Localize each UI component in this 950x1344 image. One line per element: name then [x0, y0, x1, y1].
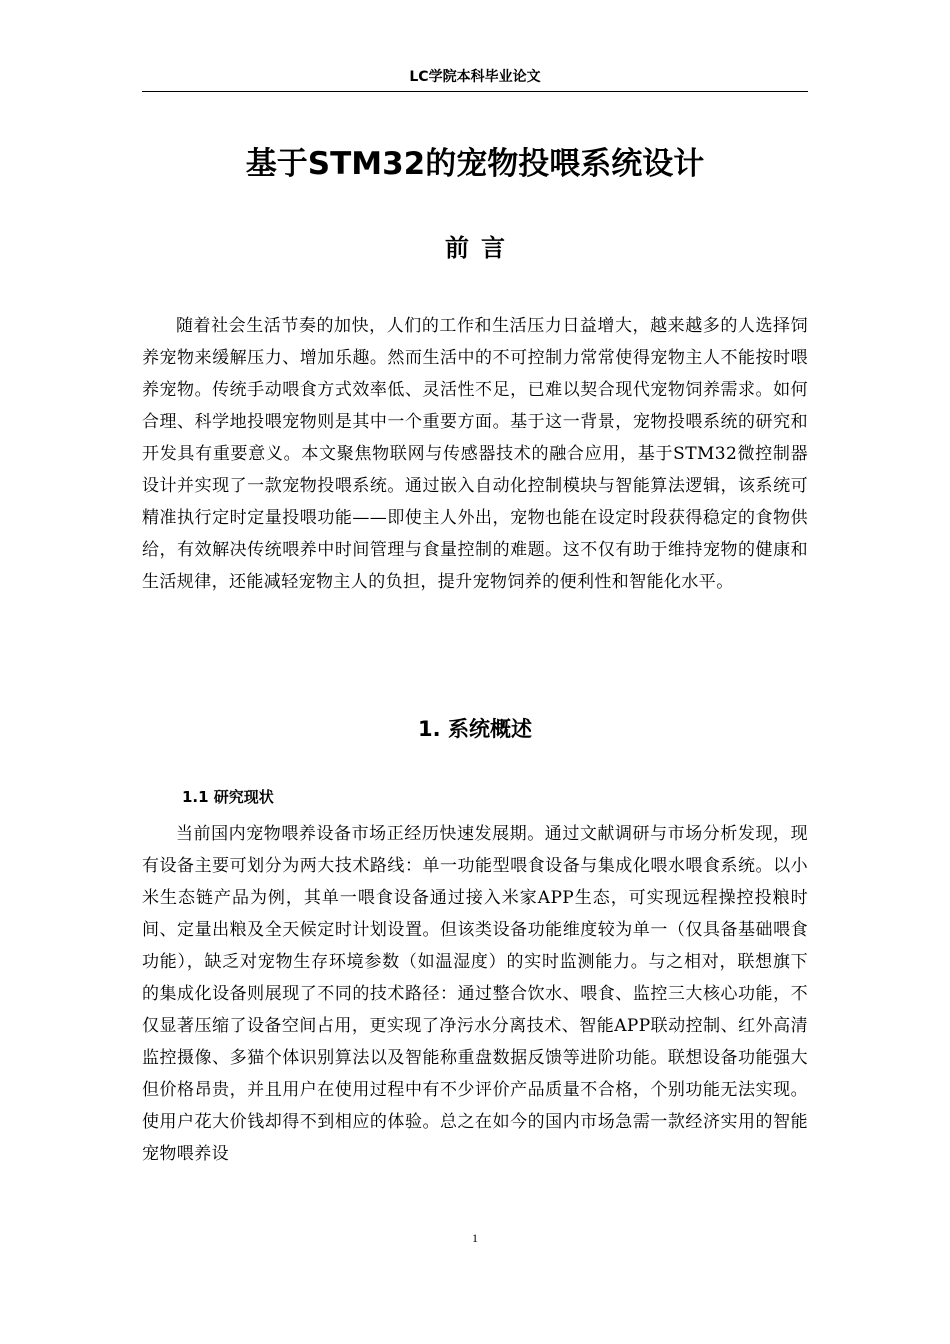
page-number: 1: [472, 1231, 478, 1245]
research-status-paragraph: 当前国内宠物喂养设备市场正经历快速发展期。通过文献调研与市场分析发现，现有设备主要可划分为两大技术路线：单一功能型喂食设备与集成化喂水喂食系统。以小米生态链产品为例，其单一喂食设备通过接入米家APP生态，可实现远程操控投粮时间、定量出粮及全天候定时计划设置。但该类设备功能维度较为单一（仅具备基础喂食功能），缺乏对宠物生存环境参数（如温湿度）的实时监测能力。与之相对，联想旗下的集成化设备则展现了不同的技术路径：通过整合饮水、喂食、监控三大核心功能，不仅显著压缩了设备空间占用，更实现了净污水分离技术、智能APP联动控制、红外高清监控摄像、多猫个体识别算法以及智能称重盘数据反馈等进阶功能。联想设备功能强大但价格昂贵，并且用户在使用过程中有不少评价产品质量不合格，个别功能无法实现。使用户花大价钱却得不到相应的体验。总之在如今的国内市场急需一款经济实用的智能宠物喂养设: [142, 824, 808, 1164]
document-title: 基于STM32的宠物投喂系统设计: [245, 146, 705, 182]
subsection-1-1-heading: 1.1 研究现状: [182, 788, 274, 806]
header-rule: [142, 91, 808, 92]
running-header: LC学院本科毕业论文: [409, 69, 541, 85]
section-1-heading: 1. 系统概述: [418, 717, 532, 741]
preface-paragraph: 随着社会生活节奏的加快，人们的工作和生活压力日益增大，越来越多的人选择饲养宠物来缓解压力、增加乐趣。然而生活中的不可控制力常常使得宠物主人不能按时喂养宠物。传统手动喂食方式效率低、灵活性不足，已难以契合现代宠物饲养需求。如何合理、科学地投喂宠物则是其中一个重要方面。基于这一背景，宠物投喂系统的研究和开发具有重要意义。本文聚焦物联网与传感器技术的融合应用，基于STM32微控制器设计并实现了一款宠物投喂系统。通过嵌入自动化控制模块与智能算法逻辑，该系统可精准执行定时定量投喂功能——即使主人外出，宠物也能在设定时段获得稳定的食物供给，有效解决传统喂养中时间管理与食量控制的难题。这不仅有助于维持宠物的健康和生活规律，还能减轻宠物主人的负担，提升宠物饲养的便利性和智能化水平。: [142, 316, 808, 592]
preface-heading: 前言: [445, 234, 517, 262]
